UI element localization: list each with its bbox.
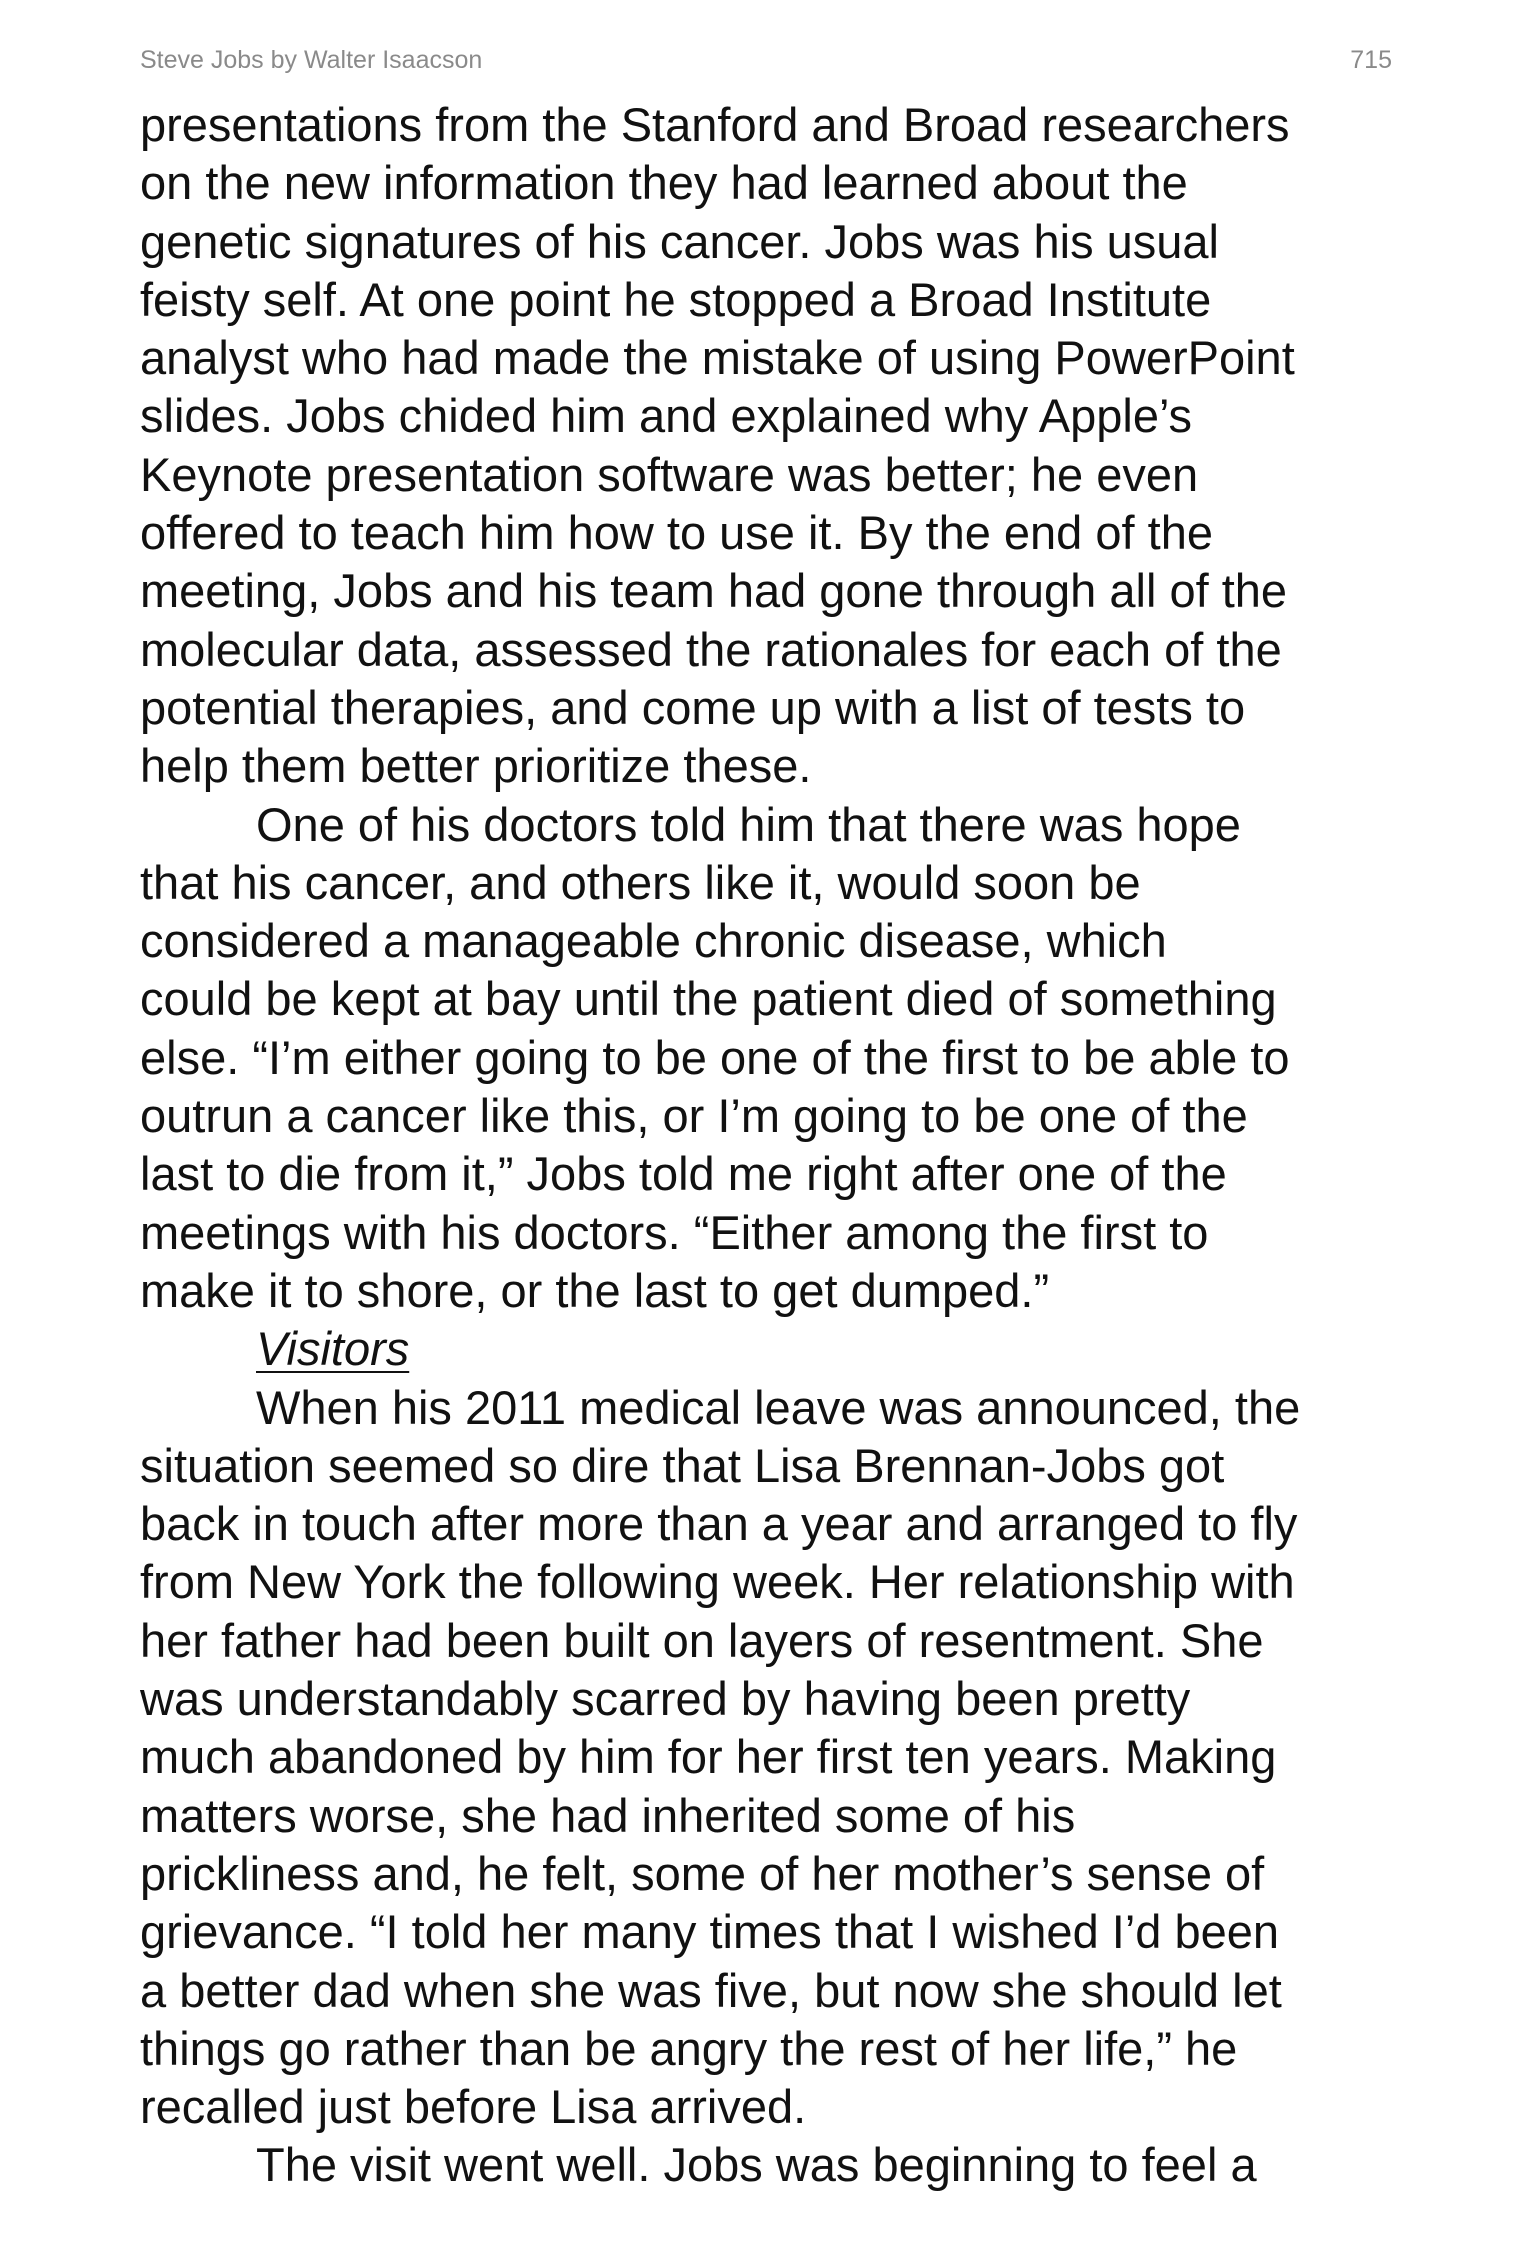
text-line: last to die from it,” Jobs told me right after one of the xyxy=(140,1147,1227,1201)
text-line: presentations from the Stanford and Broad researchers xyxy=(140,98,1290,151)
text-line: considered a manageable chronic disease, which xyxy=(140,914,1167,968)
text-line: prickliness and, he felt, some of her mother’s sense of xyxy=(140,1846,1265,1900)
book-title: Steve Jobs by Walter Isaacson xyxy=(140,46,483,74)
text-line: slides. Jobs chided him and explained why Apple’s xyxy=(140,389,1193,443)
text-line: a better dad when she was five, but now she should let xyxy=(140,1963,1282,2017)
body-text xyxy=(140,96,1400,2195)
text-line: things go rather than be angry the rest of her life,” he xyxy=(140,2021,1238,2075)
text-line: make it to shore, or the last to get dumped.” xyxy=(140,1263,1050,1317)
text-line: from New York the following week. Her relationship with xyxy=(140,1555,1295,1609)
paragraph xyxy=(140,2136,1400,2194)
text-line: When his 2011 medical leave was announced, the xyxy=(256,1380,1301,1434)
page-number: 715 xyxy=(1350,46,1392,74)
text-line: molecular data, assessed the rationales for each of the xyxy=(140,622,1282,676)
text-line: outrun a cancer like this, or I’m going to be one of the xyxy=(140,1089,1248,1143)
text-line: could be kept at bay until the patient died of something xyxy=(140,972,1277,1026)
text-line: meetings with his doctors. “Either among the first to xyxy=(140,1205,1209,1259)
text-line: recalled just before Lisa arrived. xyxy=(140,2080,807,2134)
text-line: her father had been built on layers of resentment. She xyxy=(140,1613,1264,1667)
text-line: grievance. “I told her many times that I wished I’d been xyxy=(140,1905,1280,1959)
text-line: that his cancer, and others like it, would soon be xyxy=(140,855,1141,909)
text-line: else. “I’m either going to be one of the first to be able to xyxy=(140,1030,1290,1084)
text-line: offered to teach him how to use it. By the end of the xyxy=(140,506,1213,560)
text-line: One of his doctors told him that there was hope xyxy=(256,797,1241,851)
text-line: was understandably scarred by having been pretty xyxy=(140,1672,1191,1726)
text-line: genetic signatures of his cancer. Jobs was his usual xyxy=(140,214,1219,268)
page-header xyxy=(140,46,1392,86)
paragraph xyxy=(140,1379,1400,2137)
text-line: situation seemed so dire that Lisa Brennan-Jobs got xyxy=(140,1438,1225,1492)
paragraph xyxy=(140,96,1400,796)
section-heading-line xyxy=(140,1320,1400,1378)
text-line: Keynote presentation software was better; he even xyxy=(140,447,1199,501)
section-heading: Visitors xyxy=(256,1322,410,1376)
text-line: matters worse, she had inherited some of his xyxy=(140,1788,1076,1842)
text-line: analyst who had made the mistake of using PowerPoint xyxy=(140,331,1295,385)
text-line: back in touch after more than a year and arranged to fly xyxy=(140,1497,1298,1551)
text-line: help them better prioritize these. xyxy=(140,739,812,793)
text-line: much abandoned by him for her first ten years. Making xyxy=(140,1730,1277,1784)
text-line: feisty self. At one point he stopped a Broad Institute xyxy=(140,272,1212,326)
text-line: The visit went well. Jobs was beginning to feel a xyxy=(256,2138,1257,2192)
text-line: on the new information they had learned about the xyxy=(140,156,1188,210)
paragraph xyxy=(140,796,1400,1321)
text-line: meeting, Jobs and his team had gone through all of the xyxy=(140,564,1288,618)
text-line: potential therapies, and come up with a list of tests to xyxy=(140,680,1246,734)
